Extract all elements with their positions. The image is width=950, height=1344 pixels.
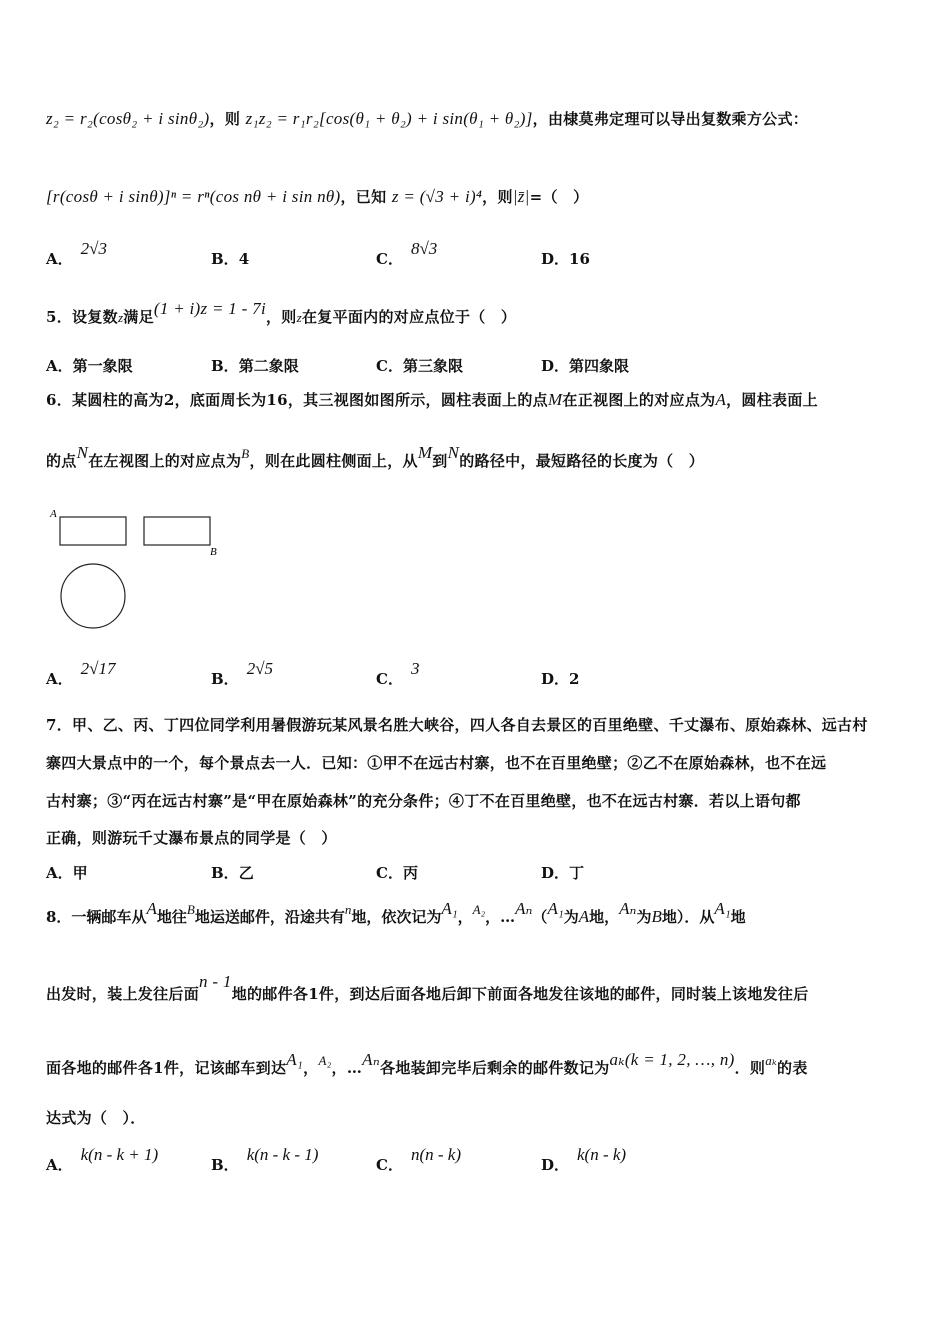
text-then: ，则	[482, 188, 513, 206]
option-label: B．	[211, 1156, 239, 1174]
q8-sep: ，	[457, 908, 473, 926]
q6-var-N2: N	[447, 443, 460, 462]
q8-text-p: 的表	[777, 1059, 808, 1077]
q8-text-i: 地）．从	[661, 908, 715, 926]
q7-option-c	[376, 862, 418, 883]
q6-var-A: A	[715, 390, 727, 409]
option-value: 3	[410, 659, 420, 678]
q5-text-a: 5．设复数	[46, 308, 118, 326]
option-label: A．	[46, 1156, 73, 1174]
q5-var-z2: z	[296, 310, 302, 325]
formula-z2: z₂ = r₂(cosθ₂ + i sinθ₂)	[46, 109, 210, 128]
option-label: D．	[541, 1156, 570, 1174]
q6-var-M: M	[547, 390, 563, 409]
option-label: A．	[46, 864, 73, 882]
option-label: D．	[541, 670, 570, 688]
option-label: A．	[46, 357, 73, 375]
option-value: 2√5	[246, 659, 274, 678]
q6-text-f: ，则在此圆柱侧面上，从	[249, 452, 418, 470]
q8-option-a	[46, 1145, 159, 1175]
q8-option-b	[211, 1145, 319, 1175]
q6-option-d	[541, 668, 579, 689]
q5-option-a	[46, 355, 133, 376]
q6-option-b	[211, 659, 274, 689]
question-8-line-3	[46, 1050, 808, 1078]
q8-var-A1b: A₁	[547, 899, 564, 918]
option-label: A．	[46, 250, 73, 268]
figure-label-b: B	[210, 546, 217, 558]
option-value: 丁	[569, 864, 585, 882]
q5-text-d: 在复平面内的对应点位于（ ）	[301, 308, 517, 326]
formula-z1z2: z₁z₂ = r₁r₂[cos(θ₁ + θ₂) + i sin(θ₁ + θ₂)]	[245, 109, 533, 128]
q8-var-ak: aₖ	[765, 1053, 778, 1068]
q8-text-d: 地，依次记为	[351, 908, 442, 926]
q6-text-d: 的点	[46, 452, 77, 470]
q8-var-Anb: Aₙ	[619, 899, 637, 918]
figure-label-a: A	[50, 508, 57, 520]
q7-option-d	[541, 862, 584, 883]
q5-option-b	[211, 355, 299, 376]
q8-var-B: B	[186, 902, 195, 917]
option-label: A．	[46, 670, 73, 688]
q8-option-c	[376, 1145, 461, 1175]
question-8-line-2	[46, 972, 809, 1004]
q4-option-b	[211, 248, 249, 269]
option-label: C．	[376, 670, 403, 688]
front-view-rect	[60, 517, 126, 545]
option-value: 2	[569, 670, 580, 688]
q5-option-d	[541, 355, 629, 376]
option-value: 4	[238, 250, 250, 268]
q8-var-Ab: A	[578, 907, 590, 926]
q8-ak-def: aₖ(k = 1, 2, …, n)	[609, 1050, 735, 1069]
q6-text-h: 的路径中，最短路径的长度为（ ）	[459, 452, 705, 470]
option-value: 第三象限	[402, 357, 463, 375]
q7-option-b	[211, 862, 254, 883]
q8-var-Bb: B	[651, 907, 662, 926]
option-value: 第一象限	[72, 357, 133, 375]
option-label: C．	[376, 250, 403, 268]
q8-var-A2: A₂	[472, 902, 486, 917]
question-7-line-4: 正确，则游玩千丈瀑布景点的同学是（ ）	[46, 829, 337, 847]
option-label: B．	[211, 357, 239, 375]
option-label: D．	[541, 864, 570, 882]
formula-line-2	[46, 186, 588, 207]
q8-var-A1: A₁	[441, 899, 458, 918]
q8-text-e: （	[532, 908, 548, 926]
q8-text-j: 地	[730, 908, 746, 926]
option-label: B．	[211, 250, 239, 268]
q7-option-a	[46, 862, 88, 883]
option-value: 丙	[402, 864, 418, 882]
option-label: D．	[541, 250, 570, 268]
question-6-line-1	[46, 389, 818, 410]
option-value: 乙	[238, 864, 254, 882]
q8-text-l: 地的邮件各1件，到达后面各地后卸下前面各地发往该地的邮件，同时装上该地发往后	[231, 985, 809, 1003]
q8-var-An: Aₙ	[515, 899, 533, 918]
q8-n-minus-1: n - 1	[199, 972, 232, 991]
q6-var-B: B	[241, 446, 250, 461]
question-7-line-3: 古村寨；③“丙在远古村寨”是“甲在原始森林”的充分条件；④丁不在百里绝壁，也不在远古村寨．若以上语句都	[46, 792, 801, 810]
q4-option-d	[541, 248, 590, 269]
q6-text-g: 到	[432, 452, 448, 470]
q5-equation: (1 + i)z = 1 - 7i	[153, 299, 266, 318]
q8-text-g: 地，	[589, 908, 620, 926]
q6-option-a	[46, 659, 116, 689]
q8-text-b: 地往	[156, 908, 187, 926]
question-7-line-2: 寨四大景点中的一个，每个景点去一人．已知：①甲不在远古村寨，也不在百里绝壁；②乙不在原始森林，也不在远	[46, 754, 827, 772]
formula-line-1	[46, 108, 808, 129]
q8-text-f: 为	[563, 908, 579, 926]
q8-dots2: ，…	[331, 1059, 363, 1077]
formula-z-def: z = (√3 + i)⁴	[391, 187, 483, 206]
q5-text-b: 满足	[123, 308, 154, 326]
text-ze: ，则	[209, 110, 241, 128]
question-6-line-2	[46, 443, 705, 471]
q8-text-o: ．则	[734, 1059, 766, 1077]
option-label: B．	[211, 670, 239, 688]
q8-var-A: A	[146, 899, 157, 918]
option-value: k(n - k - 1)	[246, 1145, 319, 1164]
q8-option-d	[541, 1145, 627, 1175]
q6-text-b: 在正视图上的对应点为	[562, 391, 716, 409]
q8-var-A2b: A₂	[318, 1053, 332, 1068]
side-view-rect	[144, 517, 210, 545]
q8-var-A1d: A₁	[286, 1050, 304, 1069]
option-value: k(n - k + 1)	[80, 1145, 159, 1164]
option-value: 2√17	[80, 659, 116, 678]
option-value: n(n - k)	[410, 1145, 461, 1164]
q8-text-k: 出发时，装上发往后面	[46, 985, 200, 1003]
q8-text-n: 各地装卸完毕后剩余的邮件数记为	[380, 1059, 610, 1077]
text-demoivre: ，由棣莫弗定理可以导出复数乘方公式：	[532, 110, 809, 128]
q8-text-h: 为	[636, 908, 652, 926]
formula-abs-zbar: |z̄|	[512, 187, 530, 206]
option-label: B．	[211, 864, 239, 882]
question-7-line-1: 7．甲、乙、丙、丁四位同学利用暑假游玩某风景名胜大峡谷，四人各自去景区的百里绝壁、千丈瀑布、原始森林、远古村	[46, 716, 868, 734]
q6-var-M2: M	[417, 443, 433, 462]
option-label: D．	[541, 357, 570, 375]
option-value: 16	[569, 250, 590, 268]
option-value: 甲	[72, 864, 88, 882]
option-label: C．	[376, 357, 403, 375]
q5-text-c: ，则	[266, 308, 297, 326]
q8-var-n: n	[344, 902, 352, 917]
q6-option-c	[376, 659, 420, 689]
q6-text-c: ，圆柱表面上	[726, 391, 818, 409]
three-view-figure	[46, 505, 246, 645]
option-value: 2√3	[80, 239, 107, 258]
q8-dots: ，…	[485, 908, 516, 926]
q8-var-Anc: Aₙ	[362, 1050, 381, 1069]
option-label: C．	[376, 864, 403, 882]
q5-var-z: z	[117, 310, 124, 325]
text-known: ，已知	[340, 188, 387, 206]
q8-sep2: ，	[303, 1059, 319, 1077]
question-5	[46, 299, 517, 327]
q6-text-a: 6．某圆柱的高为2，底面周长为16，其三视图如图所示，圆柱表面上的点	[46, 391, 548, 409]
q5-option-c	[376, 355, 463, 376]
question-8-line-4: 达式为（ ）．	[46, 1109, 146, 1127]
q4-option-c	[376, 239, 438, 269]
option-value: 第二象限	[238, 357, 299, 375]
q6-var-N: N	[76, 443, 89, 462]
option-value: k(n - k)	[577, 1145, 627, 1164]
q6-text-e: 在左视图上的对应点为	[88, 452, 242, 470]
q8-text-c: 地运送邮件，沿途共有	[194, 908, 345, 926]
q8-text-m: 面各地的邮件各1件，记该邮车到达	[46, 1059, 287, 1077]
q4-option-a	[46, 239, 107, 269]
option-value: 8√3	[410, 239, 438, 258]
option-label: C．	[376, 1156, 403, 1174]
top-view-circle	[61, 564, 125, 628]
formula-power: [r(cosθ + i sinθ)]ⁿ = rⁿ(cos nθ + i sin nθ)	[46, 187, 341, 206]
q8-text-a: 8．一辆邮车从	[46, 908, 147, 926]
q8-var-A1c: A₁	[714, 899, 731, 918]
text-blank: =（ ）	[529, 188, 589, 206]
question-8-line-1	[46, 899, 746, 927]
option-value: 第四象限	[569, 357, 630, 375]
